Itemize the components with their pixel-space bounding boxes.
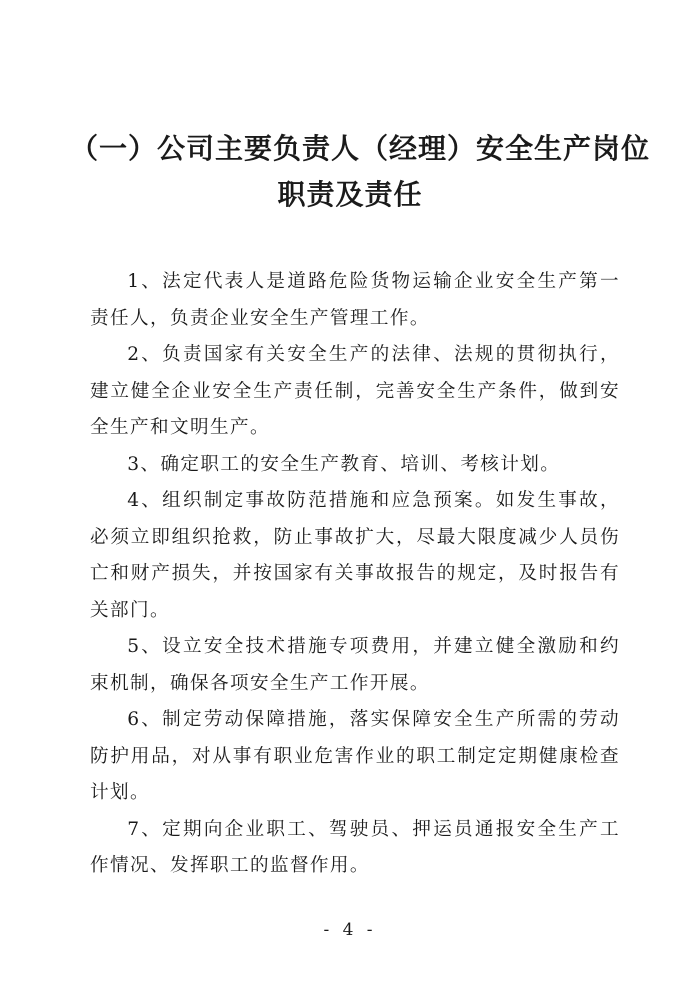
paragraph-7: 7、定期向企业职工、驾驶员、押运员通报安全生产工作情况、发挥职工的监督作用。 <box>90 818 620 876</box>
paragraph-1: 1、法定代表人是道路危险货物运输企业安全生产第一责任人，负责企业安全生产管理工作。 <box>90 271 620 329</box>
paragraph-3: 3、确定职工的安全生产教育、培训、考核计划。 <box>127 453 561 475</box>
paragraph-6: 6、制定劳动保障措施，落实保障安全生产所需的劳动防护用品，对从事有职业危害作业的职工制定定期健康检查计划。 <box>90 709 620 803</box>
paragraph-5: 5、设立安全技术措施专项费用，并建立健全激励和约束机制，确保各项安全生产工作开展。 <box>90 636 620 694</box>
document-title-line-1: （一）公司主要负责人（经理）安全生产岗位 <box>70 132 651 165</box>
paragraph-2: 2、负责国家有关安全生产的法律、法规的贯彻执行， 建立健全企业安全生产责任制，完善安全生产条件，做到安全生产和文明生产。 <box>90 344 620 438</box>
document-title-line-2: 职责及责任 <box>277 178 423 211</box>
page-number: - 4 - <box>323 920 377 940</box>
paragraph-4: 4、组织制定事故防范措施和应急预案。如发生事故，必须立即组织抢救，防止事故扩大，尽最大限度减少人员伤亡和财产损失，并按国家有关事故报告的规定，及时报告有关部门。 <box>90 490 620 621</box>
document-body <box>90 264 620 885</box>
